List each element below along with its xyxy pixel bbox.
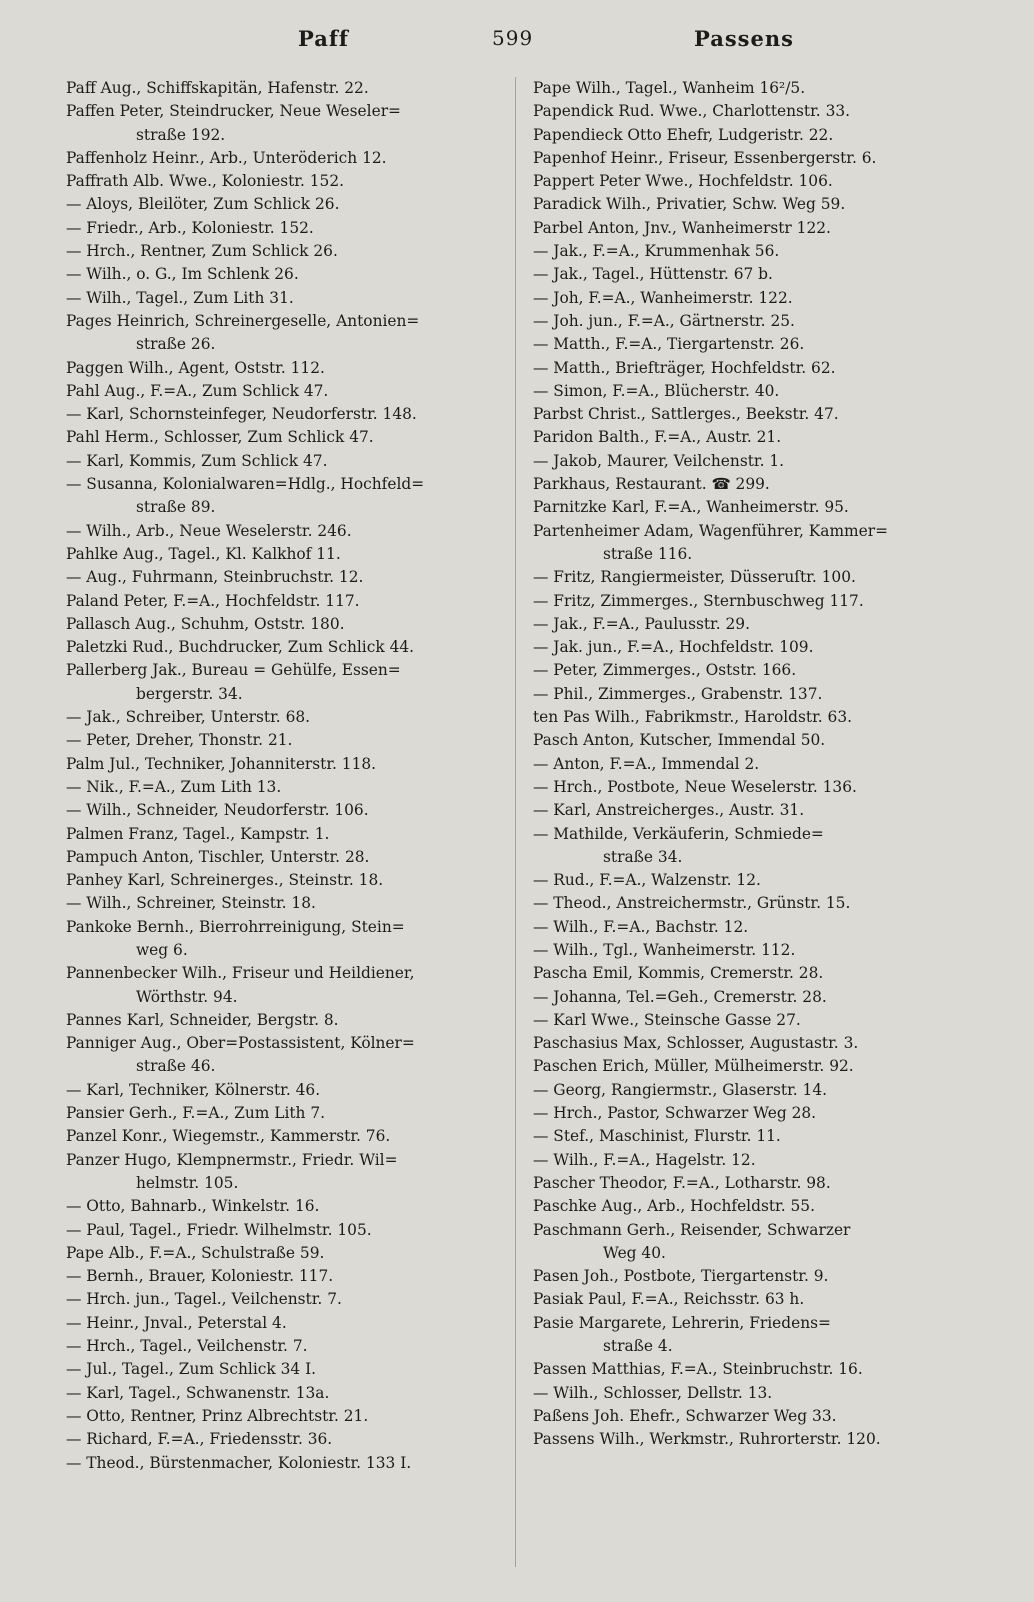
entry-line: Pasch Anton, Kutscher, Immendal 50. — [533, 731, 826, 750]
entry-line: — Jak., F.=A., Krummenhak 56. — [533, 242, 780, 261]
entry-line: — Fritz, Rangiermeister, Düsseruſtr. 100. — [533, 568, 856, 587]
directory-entry — [66, 729, 504, 752]
directory-entry — [66, 799, 504, 822]
directory-entry — [533, 1102, 973, 1125]
directory-entry — [533, 986, 973, 1009]
entry-line: Paschen Erich, Müller, Mülheimerstr. 92. — [533, 1057, 854, 1076]
entry-line: — Simon, F.=A., Blücherstr. 40. — [533, 381, 780, 400]
entry-line: Paffrath Alb. Wwe., Koloniestr. 152. — [66, 172, 345, 191]
entry-line: Parnitzke Karl, F.=A., Wanheimerstr. 95. — [533, 498, 849, 517]
directory-entry — [533, 1125, 973, 1148]
directory-entry — [66, 892, 504, 915]
entry-continuation-line: Wörthstr. 94. — [136, 987, 238, 1006]
entry-line: — Wilh., F.=A., Hagelstr. 12. — [533, 1150, 756, 1169]
directory-entry — [66, 100, 504, 147]
directory-entry — [66, 543, 504, 566]
directory-entry — [66, 1428, 504, 1451]
entry-line: Paff Aug., Schiffskapitän, Hafenstr. 22. — [66, 79, 369, 97]
entry-line: Parbel Anton, Jnv., Wanheimerstr 122. — [533, 218, 831, 237]
directory-entry — [66, 823, 504, 846]
entry-line: Palm Jul., Techniker, Johanniterstr. 118. — [66, 754, 377, 773]
entry-line: — Hrch., Tagel., Veilchenstr. 7. — [66, 1337, 308, 1356]
directory-entry — [533, 263, 973, 286]
directory-entry — [66, 77, 504, 100]
entry-line: Paffenholz Heinr., Arb., Unteröderich 12. — [66, 148, 387, 167]
entry-line: Paletzki Rud., Buchdrucker, Zum Schlick 44. — [66, 638, 415, 657]
entry-line: Pape Wilh., Tagel., Wanheim 16²/5. — [533, 79, 806, 97]
entry-line: — Peter, Dreher, Thonstr. 21. — [66, 731, 293, 750]
directory-entry — [533, 333, 973, 356]
entry-line: Pahl Herm., Schlosser, Zum Schlick 47. — [66, 428, 374, 447]
entry-line: — Johanna, Tel.=Geh., Cremerstr. 28. — [533, 987, 827, 1006]
page-number: 599 — [492, 26, 534, 50]
entry-line: Pansier Gerh., F.=A., Zum Lith 7. — [66, 1104, 326, 1123]
directory-entry — [66, 916, 504, 963]
entry-line: — Joh. jun., F.=A., Gärtnerstr. 25. — [533, 311, 795, 330]
directory-entry — [533, 124, 973, 147]
entry-line: — Paul, Tagel., Friedr. Wilhelmstr. 105. — [66, 1220, 372, 1239]
entry-line: Paschmann Gerh., Reisender, Schwarzer — [533, 1220, 851, 1239]
entry-line: Panzel Konr., Wiegemstr., Kammerstr. 76. — [66, 1127, 391, 1146]
header-right-catchword: Passens — [694, 26, 794, 51]
directory-entry — [66, 636, 504, 659]
directory-entry — [66, 170, 504, 193]
directory-entry — [533, 590, 973, 613]
directory-entry — [66, 263, 504, 286]
directory-entry — [66, 520, 504, 543]
entry-line: — Otto, Bahnarb., Winkelstr. 16. — [66, 1197, 320, 1216]
directory-entry — [533, 170, 973, 193]
directory-entry — [66, 1452, 504, 1475]
directory-entry — [533, 240, 973, 263]
directory-entry — [533, 613, 973, 636]
entry-line: Papenhof Heinr., Friseur, Essenbergerstr. 6. — [533, 148, 877, 167]
directory-entry — [66, 1125, 504, 1148]
entry-line: — Wilh., Arb., Neue Weselerstr. 246. — [66, 521, 352, 540]
entry-continuation-line: Weg 40. — [603, 1243, 666, 1262]
directory-entry — [533, 916, 973, 939]
entry-line: Pascha Emil, Kommis, Cremerstr. 28. — [533, 964, 824, 983]
directory-entry — [533, 77, 973, 100]
entry-line: — Jak. jun., F.=A., Hochfeldstr. 109. — [533, 638, 814, 657]
directory-entry — [533, 659, 973, 682]
directory-entry — [533, 753, 973, 776]
entry-line: — Karl, Techniker, Kölnerstr. 46. — [66, 1080, 321, 1099]
directory-entry — [533, 799, 973, 822]
directory-entry — [533, 1358, 973, 1381]
entry-line: Pannes Karl, Schneider, Bergstr. 8. — [66, 1010, 339, 1029]
entry-line: — Wilh., o. G., Im Schlenk 26. — [66, 265, 299, 284]
entry-line: Passen Matthias, F.=A., Steinbruchstr. 16. — [533, 1360, 863, 1379]
directory-entry — [533, 357, 973, 380]
directory-entry — [533, 1428, 973, 1451]
directory-entry — [533, 496, 973, 519]
directory-entry — [533, 939, 973, 962]
entry-line: — Stef., Maschinist, Flurstr. 11. — [533, 1127, 781, 1146]
directory-entry — [66, 217, 504, 240]
entry-line: Paggen Wilh., Agent, Oststr. 112. — [66, 358, 325, 377]
entry-line: — Susanna, Kolonialwaren=Hdlg., Hochfeld= — [66, 475, 425, 494]
entry-line: — Hrch., Postbote, Neue Weselerstr. 136. — [533, 777, 857, 796]
directory-entry — [66, 1335, 504, 1358]
directory-entry — [533, 1149, 973, 1172]
directory-entry — [533, 426, 973, 449]
entry-line: — Phil., Zimmerges., Grabenstr. 137. — [533, 684, 823, 703]
entry-line: Panhey Karl, Schreinerges., Steinstr. 18. — [66, 871, 384, 890]
directory-entry — [533, 636, 973, 659]
directory-entry — [66, 426, 504, 449]
directory-entry — [533, 1195, 973, 1218]
entry-line: — Fritz, Zimmerges., Sternbuschweg 117. — [533, 591, 864, 610]
entry-continuation-line: straße 26. — [136, 335, 216, 354]
entry-line: Parkhaus, Restaurant. ☎ 299. — [533, 475, 770, 494]
entry-line: — Georg, Rangiermstr., Glaserstr. 14. — [533, 1080, 827, 1099]
right-column — [533, 77, 973, 1452]
left-column — [66, 77, 504, 1475]
directory-entry — [533, 962, 973, 985]
directory-entry — [66, 403, 504, 426]
directory-entry — [66, 450, 504, 473]
entry-line: Pape Alb., F.=A., Schulstraße 59. — [66, 1243, 325, 1262]
entry-continuation-line: straße 89. — [136, 498, 216, 517]
directory-entry — [66, 1149, 504, 1196]
directory-entry — [533, 1055, 973, 1078]
entry-line: Passens Wilh., Werkmstr., Ruhrorterstr. 120. — [533, 1430, 881, 1449]
entry-line: Paland Peter, F.=A., Hochfeldstr. 117. — [66, 591, 360, 610]
entry-line: — Jak., Tagel., Hüttenstr. 67 b. — [533, 265, 773, 284]
column-divider — [515, 77, 516, 1567]
entry-line: — Hrch., Rentner, Zum Schlick 26. — [66, 242, 338, 261]
directory-entry — [66, 310, 504, 357]
entry-line: — Jak., Schreiber, Unterstr. 68. — [66, 708, 311, 727]
entry-line: Parbst Christ., Sattlerges., Beekstr. 47. — [533, 405, 839, 424]
entry-continuation-line: straße 34. — [603, 847, 683, 866]
entry-line: — Jak., F.=A., Paulusstr. 29. — [533, 614, 750, 633]
directory-entry — [533, 683, 973, 706]
entry-line: — Wilh., F.=A., Bachstr. 12. — [533, 917, 749, 936]
directory-entry — [533, 1079, 973, 1102]
entry-line: — Wilh., Schreiner, Steinstr. 18. — [66, 894, 316, 913]
entry-line: — Joh, F.=A., Wanheimerstr. 122. — [533, 288, 793, 307]
directory-entry — [66, 240, 504, 263]
entry-line: — Mathilde, Verkäuferin, Schmiede= — [533, 824, 824, 843]
entry-line: — Peter, Zimmerges., Oststr. 166. — [533, 661, 797, 680]
directory-entry — [66, 1358, 504, 1381]
entry-line: — Wilh., Tagel., Zum Lith 31. — [66, 288, 294, 307]
directory-entry — [66, 1032, 504, 1079]
directory-entry — [66, 706, 504, 729]
entry-line: Panniger Aug., Ober=Postassistent, Kölner= — [66, 1034, 415, 1053]
entry-line: — Aug., Fuhrmann, Steinbruchstr. 12. — [66, 568, 364, 587]
entry-line: Pahlke Aug., Tagel., Kl. Kalkhof 11. — [66, 544, 341, 563]
directory-entry — [533, 380, 973, 403]
entry-line: — Karl Wwe., Steinsche Gasse 27. — [533, 1010, 801, 1029]
directory-entry — [66, 357, 504, 380]
entry-line: — Karl, Kommis, Zum Schlick 47. — [66, 451, 328, 470]
entry-line: Pannenbecker Wilh., Friseur und Heildiener, — [66, 964, 415, 983]
entry-line: — Hrch. jun., Tagel., Veilchenstr. 7. — [66, 1290, 342, 1309]
entry-line: Pasen Joh., Postbote, Tiergartenstr. 9. — [533, 1267, 829, 1286]
directory-entry — [533, 706, 973, 729]
directory-entry — [533, 1312, 973, 1359]
directory-entry — [66, 1312, 504, 1335]
directory-entry — [66, 473, 504, 520]
entry-line: Pahl Aug., F.=A., Zum Schlick 47. — [66, 381, 329, 400]
entry-continuation-line: bergerstr. 34. — [136, 684, 243, 703]
entry-continuation-line: straße 4. — [603, 1337, 673, 1356]
entry-line: Palmen Franz, Tagel., Kampstr. 1. — [66, 824, 330, 843]
directory-entry — [66, 962, 504, 1009]
directory-entry — [533, 1219, 973, 1266]
entry-line: Papendieck Otto Ehefr, Ludgeristr. 22. — [533, 125, 834, 144]
entry-line: Pascher Theodor, F.=A., Lotharstr. 98. — [533, 1173, 831, 1192]
directory-entry — [533, 450, 973, 473]
directory-entry — [533, 869, 973, 892]
directory-entry — [533, 310, 973, 333]
directory-entry — [533, 776, 973, 799]
directory-entry — [66, 846, 504, 869]
directory-entry — [66, 590, 504, 613]
entry-line: Pallerberg Jak., Bureau = Gehülfe, Essen= — [66, 661, 401, 680]
entry-line: — Jul., Tagel., Zum Schlick 34 I. — [66, 1360, 317, 1379]
entry-line: — Hrch., Pastor, Schwarzer Weg 28. — [533, 1104, 817, 1123]
directory-entry — [66, 869, 504, 892]
entry-continuation-line: straße 46. — [136, 1057, 216, 1076]
entry-line: Pages Heinrich, Schreinergeselle, Antonien= — [66, 311, 420, 330]
entry-line: Partenheimer Adam, Wagenführer, Kammer= — [533, 521, 889, 540]
entry-line: — Heinr., Jnval., Peterstal 4. — [66, 1313, 287, 1332]
entry-line: — Anton, F.=A., Immendal 2. — [533, 754, 760, 773]
entry-line: Pampuch Anton, Tischler, Unterstr. 28. — [66, 847, 370, 866]
entry-line: Papendick Rud. Wwe., Charlottenstr. 33. — [533, 102, 851, 121]
entry-line: — Wilh., Tgl., Wanheimerstr. 112. — [533, 940, 796, 959]
entry-line: Paridon Balth., F.=A., Austr. 21. — [533, 428, 782, 447]
directory-entry — [66, 659, 504, 706]
entry-line: Paßens Joh. Ehefr., Schwarzer Weg 33. — [533, 1406, 837, 1425]
entry-continuation-line: straße 116. — [603, 544, 693, 563]
directory-entry — [533, 473, 973, 496]
directory-entry — [533, 1288, 973, 1311]
directory-entry — [66, 287, 504, 310]
directory-entry — [533, 1032, 973, 1055]
entry-line: — Theod., Anstreichermstr., Grünstr. 15. — [533, 894, 851, 913]
directory-entry — [66, 753, 504, 776]
directory-entry — [533, 729, 973, 752]
entry-line: Paschasius Max, Schlosser, Augustastr. 3. — [533, 1034, 859, 1053]
directory-entry — [533, 520, 973, 567]
entry-line: Pappert Peter Wwe., Hochfeldstr. 106. — [533, 172, 833, 191]
directory-entry — [66, 1009, 504, 1032]
directory-entry — [66, 1405, 504, 1428]
entry-line: — Theod., Bürstenmacher, Koloniestr. 133 I. — [66, 1453, 412, 1472]
entry-line: — Nik., F.=A., Zum Lith 13. — [66, 777, 282, 796]
entry-continuation-line: helmstr. 105. — [136, 1173, 239, 1192]
directory-entry — [533, 403, 973, 426]
entry-line: Paschke Aug., Arb., Hochfeldstr. 55. — [533, 1197, 815, 1216]
entry-line: — Wilh., Schneider, Neudorferstr. 106. — [66, 801, 369, 820]
entry-line: Pasie Margarete, Lehrerin, Friedens= — [533, 1313, 831, 1332]
entry-continuation-line: straße 192. — [136, 125, 226, 144]
directory-entry — [533, 1172, 973, 1195]
directory-entry — [66, 1288, 504, 1311]
entry-line: — Wilh., Schlosser, Dellstr. 13. — [533, 1383, 773, 1402]
directory-entry — [533, 1009, 973, 1032]
entry-line: — Karl, Schornsteinfeger, Neudorferstr. 148. — [66, 405, 417, 424]
directory-entry — [66, 1382, 504, 1405]
entry-line: Paffen Peter, Steindrucker, Neue Weseler= — [66, 102, 401, 121]
entry-line: — Aloys, Bleilöter, Zum Schlick 26. — [66, 195, 340, 214]
directory-entry — [66, 147, 504, 170]
entry-line: Pasiak Paul, F.=A., Reichsstr. 63 h. — [533, 1290, 805, 1309]
directory-entry — [533, 1265, 973, 1288]
entry-line: Pallasch Aug., Schuhm, Oststr. 180. — [66, 614, 345, 633]
entry-line: — Karl, Tagel., Schwanenstr. 13a. — [66, 1383, 330, 1402]
entry-line: ten Pas Wilh., Fabrikmstr., Haroldstr. 63. — [533, 708, 852, 727]
directory-entry — [66, 1079, 504, 1102]
directory-entry — [533, 823, 973, 870]
directory-entry — [66, 1265, 504, 1288]
directory-entry — [66, 1219, 504, 1242]
entry-line: — Bernh., Brauer, Koloniestr. 117. — [66, 1267, 334, 1286]
entry-line: — Friedr., Arb., Koloniestr. 152. — [66, 218, 314, 237]
directory-entry — [66, 613, 504, 636]
directory-entry — [533, 1405, 973, 1428]
directory-entry — [66, 776, 504, 799]
entry-line: Panzer Hugo, Klempnermstr., Friedr. Wil= — [66, 1150, 398, 1169]
entry-continuation-line: weg 6. — [136, 940, 188, 959]
directory-entry — [66, 1195, 504, 1218]
directory-entry — [533, 100, 973, 123]
entry-line: — Matth., F.=A., Tiergartenstr. 26. — [533, 335, 805, 354]
directory-entry — [533, 566, 973, 589]
entry-line: — Jakob, Maurer, Veilchenstr. 1. — [533, 451, 785, 470]
directory-entry — [533, 1382, 973, 1405]
entry-line: — Richard, F.=A., Friedensstr. 36. — [66, 1430, 333, 1449]
directory-entry — [533, 892, 973, 915]
directory-entry — [533, 287, 973, 310]
header-left-catchword: Paff — [298, 26, 349, 51]
directory-entry — [66, 1102, 504, 1125]
entry-line: Paradick Wilh., Privatier, Schw. Weg 59. — [533, 195, 846, 214]
entry-line: — Karl, Anstreicherges., Austr. 31. — [533, 801, 805, 820]
directory-entry — [533, 193, 973, 216]
entry-line: — Rud., F.=A., Walzenstr. 12. — [533, 871, 761, 890]
page-header — [62, 26, 962, 60]
directory-entry — [533, 147, 973, 170]
directory-entry — [66, 380, 504, 403]
directory-entry — [66, 193, 504, 216]
directory-entry — [66, 566, 504, 589]
entry-line: — Matth., Briefträger, Hochfeldstr. 62. — [533, 358, 836, 377]
entry-line: Pankoke Bernh., Bierrohrreinigung, Stein= — [66, 917, 405, 936]
entry-line: — Otto, Rentner, Prinz Albrechtstr. 21. — [66, 1406, 369, 1425]
directory-entry — [66, 1242, 504, 1265]
directory-entry — [533, 217, 973, 240]
